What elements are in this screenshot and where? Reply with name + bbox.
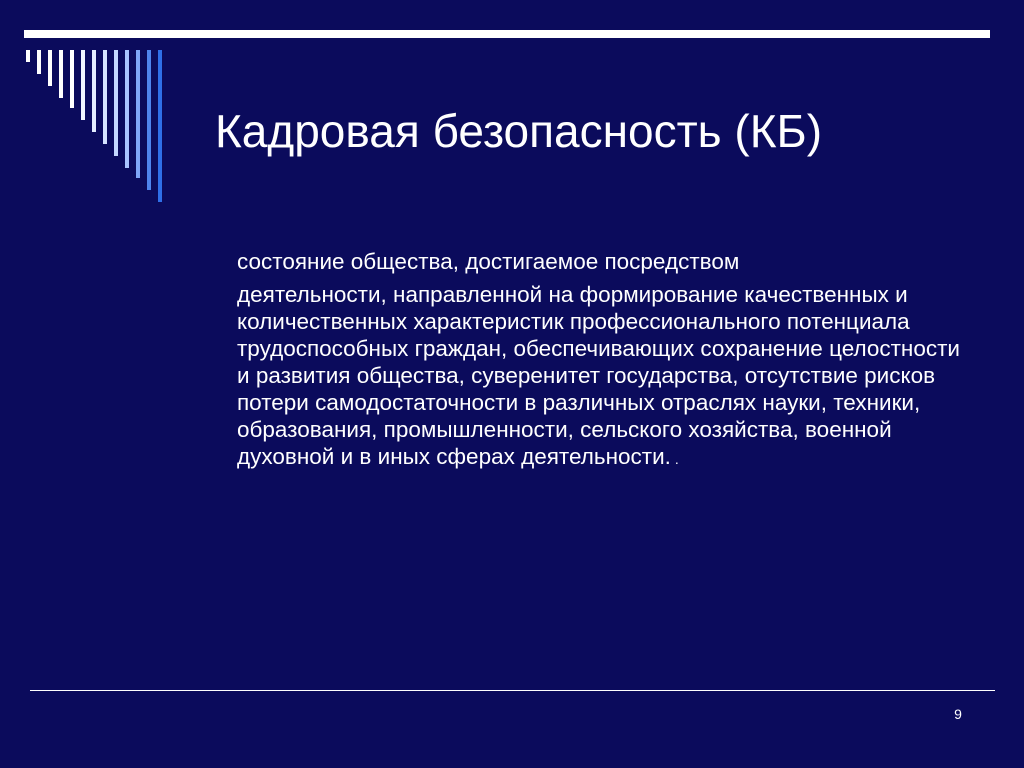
decor-bar: [158, 50, 162, 202]
decor-bar: [59, 50, 63, 98]
decor-bar: [114, 50, 118, 156]
slide-body-text: [237, 248, 977, 473]
bottom-rule-divider: [30, 690, 995, 691]
decor-bar: [37, 50, 41, 74]
decor-bar: [81, 50, 85, 120]
decor-bar: [103, 50, 107, 144]
decor-bar: [92, 50, 96, 132]
decor-bar: [26, 50, 30, 62]
body-first-line: состояние общества, достигаемое посредством: [237, 249, 740, 274]
trailing-mark: .: [674, 451, 679, 467]
decor-bar: [125, 50, 129, 168]
body-rest: [237, 281, 977, 473]
decor-bar: [48, 50, 52, 86]
decorative-bars: [0, 0, 200, 220]
page-number: 9: [954, 706, 962, 722]
body-rest-text: деятельности, направленной на формирование качественных и количественных характеристик профессионального потенциала трудоспособных граждан, обеспечивающих сохранение целостности и развития общества, суверенитет государства, отсутствие рисков потери самодостаточности в различных отраслях науки, техники, образования, промышленности, сельского хозяйства, военной духовной и в иных сферах деятельности.: [237, 282, 960, 469]
decor-bar: [136, 50, 140, 178]
decor-bar: [70, 50, 74, 108]
slide-title: Кадровая безопасность (КБ): [215, 105, 823, 157]
decor-bar: [147, 50, 151, 190]
